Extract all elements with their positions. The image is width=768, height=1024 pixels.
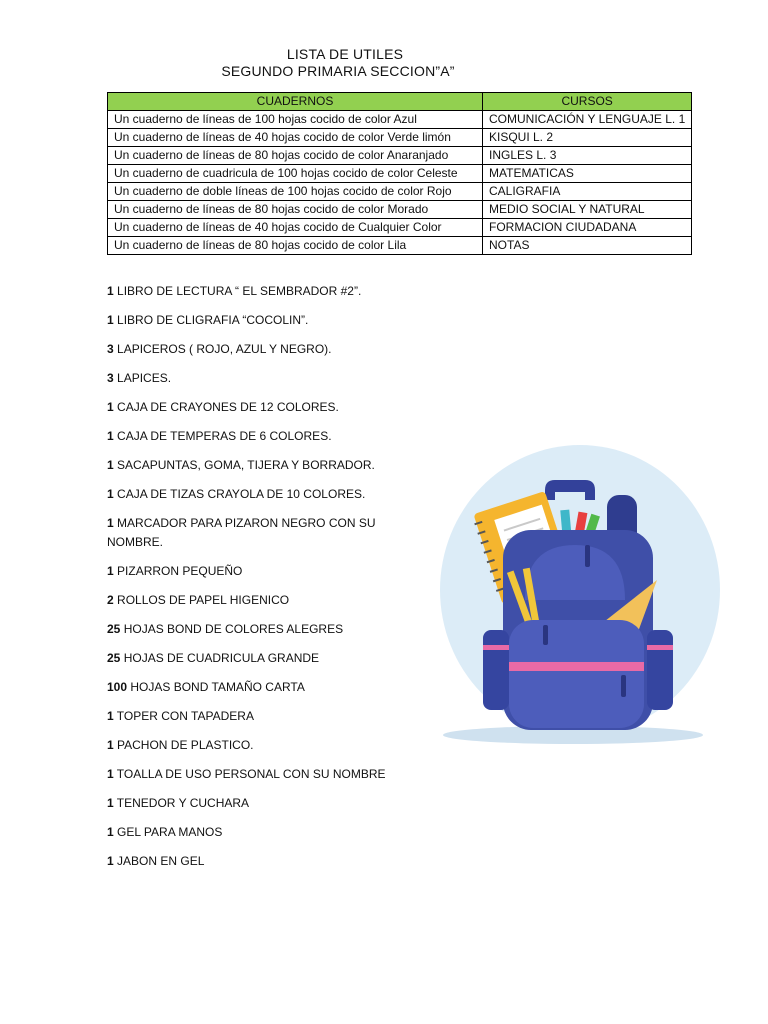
list-item [107, 591, 397, 610]
notebook-cell: Un cuaderno de líneas de 80 hojas cocido de color Morado [108, 201, 483, 219]
item-quantity: 25 [107, 651, 121, 665]
backpack-illustration [425, 440, 725, 750]
item-text: LIBRO DE CLIGRAFIA “COCOLIN”. [113, 313, 309, 327]
list-item [107, 398, 397, 417]
item-text: TOALLA DE USO PERSONAL CON SU NOMBRE [113, 767, 386, 781]
item-text: HOJAS BOND DE COLORES ALEGRES [120, 622, 344, 636]
item-quantity: 2 [107, 593, 114, 607]
list-item [107, 456, 397, 475]
course-cell: MATEMATICAS [483, 165, 692, 183]
course-cell: NOTAS [483, 237, 692, 255]
list-item [107, 340, 397, 359]
list-item [107, 282, 397, 301]
table-row [108, 201, 692, 219]
item-quantity: 3 [107, 342, 114, 356]
item-quantity: 1 [107, 458, 114, 472]
item-text: HOJAS DE CUADRICULA GRANDE [120, 651, 320, 665]
list-item [107, 707, 397, 726]
item-quantity: 1 [107, 284, 114, 298]
course-cell: COMUNICACIÓN Y LENGUAJE L. 1 [483, 111, 692, 129]
item-quantity: 3 [107, 371, 114, 385]
list-item [107, 311, 397, 330]
table-row [108, 165, 692, 183]
item-text: PACHON DE PLASTICO. [113, 738, 254, 752]
course-cell: MEDIO SOCIAL Y NATURAL [483, 201, 692, 219]
item-text: CAJA DE TEMPERAS DE 6 COLORES. [113, 429, 332, 443]
item-text: LAPICEROS ( ROJO, AZUL Y NEGRO). [113, 342, 332, 356]
notebook-cell: Un cuaderno de líneas de 40 hojas cocido de Cualquier Color [108, 219, 483, 237]
notebooks-table [107, 92, 692, 255]
item-quantity: 1 [107, 564, 114, 578]
course-cell: FORMACION CIUDADANA [483, 219, 692, 237]
item-quantity: 1 [107, 825, 114, 839]
item-quantity: 1 [107, 738, 114, 752]
list-item [107, 823, 397, 842]
item-text: ROLLOS DE PAPEL HIGENICO [113, 593, 290, 607]
list-item [107, 427, 397, 446]
item-text: TOPER CON TAPADERA [113, 709, 254, 723]
item-text: PIZARRON PEQUEÑO [113, 564, 243, 578]
header-cuadernos: CUADERNOS [108, 93, 483, 111]
supplies-list [107, 282, 397, 881]
backpack-icon [425, 440, 725, 750]
item-quantity: 1 [107, 767, 114, 781]
item-text: CAJA DE TIZAS CRAYOLA DE 10 COLORES. [113, 487, 366, 501]
item-quantity: 1 [107, 796, 114, 810]
list-item [107, 678, 397, 697]
item-quantity: 100 [107, 680, 128, 694]
item-quantity: 1 [107, 487, 114, 501]
course-cell: INGLES L. 3 [483, 147, 692, 165]
item-text: SACAPUNTAS, GOMA, TIJERA Y BORRADOR. [113, 458, 375, 472]
table-row [108, 183, 692, 201]
header-cursos: CURSOS [483, 93, 692, 111]
item-text: CAJA DE CRAYONES DE 12 COLORES. [113, 400, 339, 414]
item-quantity: 25 [107, 622, 121, 636]
notebook-cell: Un cuaderno de líneas de 100 hojas cocido de color Azul [108, 111, 483, 129]
list-item [107, 620, 397, 639]
table-row [108, 129, 692, 147]
table-row [108, 111, 692, 129]
item-text: LIBRO DE LECTURA “ EL SEMBRADOR #2”. [113, 284, 362, 298]
table-row [108, 147, 692, 165]
item-text: MARCADOR PARA PIZARON NEGRO CON SU NOMBRE. [107, 516, 376, 549]
item-quantity: 1 [107, 400, 114, 414]
document-title-line1: LISTA DE UTILES [286, 46, 404, 62]
notebook-cell: Un cuaderno de líneas de 40 hojas cocido de color Verde limón [108, 129, 483, 147]
course-cell: CALIGRAFIA [483, 183, 692, 201]
list-item [107, 794, 397, 813]
list-item [107, 485, 397, 504]
notebook-cell: Un cuaderno de líneas de 80 hojas cocido de color Anaranjado [108, 147, 483, 165]
item-text: JABON EN GEL [113, 854, 205, 868]
list-item [107, 649, 397, 668]
document-title-line2: SEGUNDO PRIMARIA SECCION”A” [221, 63, 455, 79]
notebook-cell: Un cuaderno de cuadricula de 100 hojas cocido de color Celeste [108, 165, 483, 183]
list-item [107, 369, 397, 388]
list-item [107, 562, 397, 581]
list-item [107, 765, 397, 784]
course-cell: KISQUI L. 2 [483, 129, 692, 147]
item-quantity: 1 [107, 429, 114, 443]
item-quantity: 1 [107, 516, 114, 530]
table-row [108, 237, 692, 255]
item-quantity: 1 [107, 313, 114, 327]
notebook-cell: Un cuaderno de líneas de 80 hojas cocido de color Lila [108, 237, 483, 255]
list-item [107, 514, 397, 552]
table-row [108, 219, 692, 237]
item-text: LAPICES. [113, 371, 172, 385]
list-item [107, 736, 397, 755]
item-quantity: 1 [107, 854, 114, 868]
list-item [107, 852, 397, 871]
item-text: TENEDOR Y CUCHARA [113, 796, 250, 810]
item-text: GEL PARA MANOS [113, 825, 223, 839]
table-header-row [108, 93, 692, 111]
item-text: HOJAS BOND TAMAÑO CARTA [127, 680, 305, 694]
notebook-cell: Un cuaderno de doble líneas de 100 hojas cocido de color Rojo [108, 183, 483, 201]
item-quantity: 1 [107, 709, 114, 723]
